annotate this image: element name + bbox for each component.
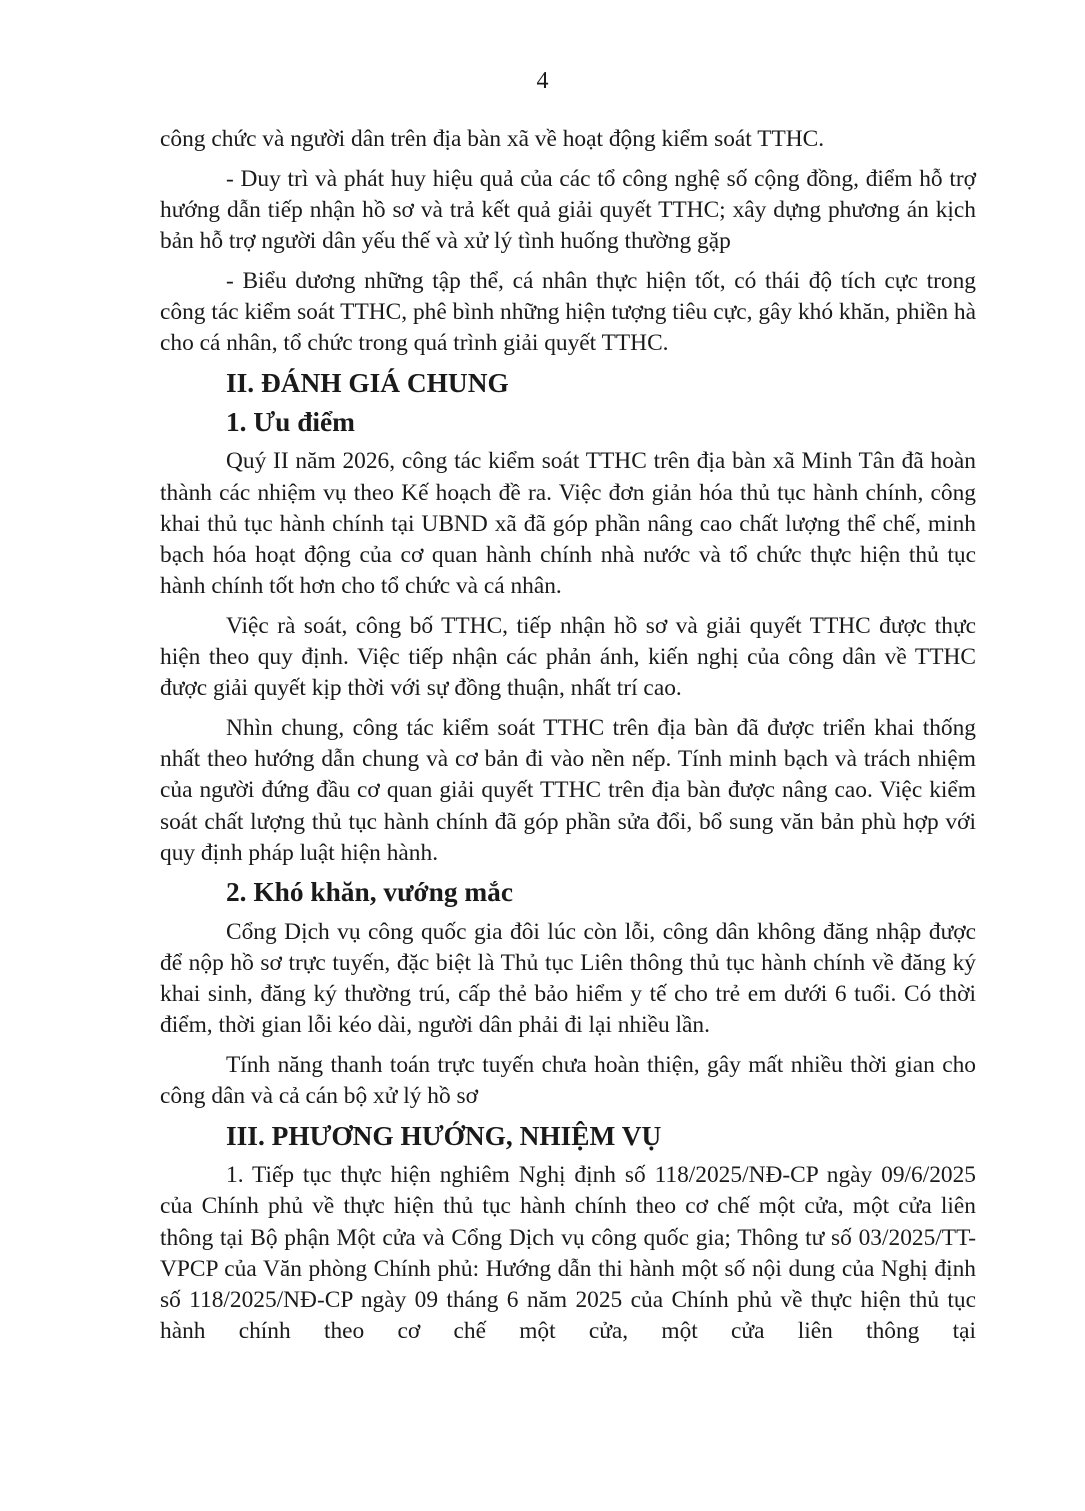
page-number: 4 bbox=[536, 68, 549, 94]
section-heading: III. PHƯƠNG HƯỚNG, NHIỆM VỤ bbox=[226, 1120, 662, 1151]
paragraph: Nhìn chung, công tác kiểm soát TTHC trên địa bàn đã được triển khai thống nhất theo hướng dẫn chung và cơ bản đi vào nền nếp. Tính minh bạch và trách nhiệm của người đứng đầu cơ quan giải quyết TTHC trên địa bàn được nâng cao. Việc kiểm soát chất lượng thủ tục hành chính đã góp phần sửa đổi, bổ sung văn bản phù hợp với quy định pháp luật hiện hành. bbox=[160, 714, 976, 866]
paragraph: Tính năng thanh toán trực tuyến chưa hoàn thiện, gây mất nhiều thời gian cho công dân và cả cán bộ xử lý hồ sơ bbox=[160, 1051, 976, 1110]
section-heading: 1. Ưu điểm bbox=[226, 407, 355, 438]
paragraph: công chức và người dân trên địa bàn xã về hoạt động kiểm soát TTHC. bbox=[160, 126, 825, 152]
paragraph: Quý II năm 2026, công tác kiểm soát TTHC trên địa bàn xã Minh Tân đã hoàn thành các nhiệm vụ theo Kế hoạch đề ra. Việc đơn giản hóa thủ tục hành chính, công khai thủ tục hành chính tại UBND xã đã góp phần nâng cao chất lượng thể chế, minh bạch hóa hoạt động của cơ quan hành chính nhà nước và tổ chức thực hiện thủ tục hành chính tốt hơn cho tổ chức và cá nhân. bbox=[160, 448, 976, 600]
section-heading: 2. Khó khăn, vướng mắc bbox=[226, 877, 513, 908]
document-body bbox=[160, 124, 976, 1356]
section-heading: II. ĐÁNH GIÁ CHUNG bbox=[226, 367, 509, 398]
paragraph: Việc rà soát, công bố TTHC, tiếp nhận hồ sơ và giải quyết TTHC được thực hiện theo quy định. Việc tiếp nhận các phản ánh, kiến nghị của công dân về TTHC được giải quyết kịp thời với sự đồng thuận, nhất trí cao. bbox=[160, 612, 976, 702]
paragraph: - Duy trì và phát huy hiệu quả của các tổ công nghệ số cộng đồng, điểm hỗ trợ hướng dẫn tiếp nhận hồ sơ và trả kết quả giải quyết TTHC; xây dựng phương án kịch bản hỗ trợ người dân yếu thế và xử lý tình huống thường gặp bbox=[160, 165, 976, 255]
paragraph: - Biểu dương những tập thể, cá nhân thực hiện tốt, có thái độ tích cực trong công tác kiểm soát TTHC, phê bình những hiện tượng tiêu cực, gây khó khăn, phiền hà cho cá nhân, tổ chức trong quá trình giải quyết TTHC. bbox=[160, 267, 976, 357]
paragraph: Cổng Dịch vụ công quốc gia đôi lúc còn lỗi, công dân không đăng nhập được để nộp hồ sơ trực tuyến, đặc biệt là Thủ tục Liên thông thủ tục hành chính về đăng ký khai sinh, đăng ký thường trú, cấp thẻ bảo hiểm y tế cho trẻ em dưới 6 tuổi. Có thời điểm, thời gian lỗi kéo dài, người dân phải đi lại nhiều lần. bbox=[160, 918, 976, 1039]
paragraph: 1. Tiếp tục thực hiện nghiêm Nghị định số 118/2025/NĐ-CP ngày 09/6/2025 của Chính phủ về thực hiện thủ tục hành chính theo cơ chế một cửa, một cửa liên thông tại Bộ phận Một cửa và Cổng Dịch vụ công quốc gia; Thông tư số 03/2025/TT-VPCP của Văn phòng Chính phủ: Hướng dẫn thi hành một số nội dung của Nghị định số 118/2025/NĐ-CP ngày 09 tháng 6 năm 2025 của Chính phủ về thực hiện thủ tục hành chính theo cơ chế một cửa, một cửa liên thông tại bbox=[160, 1162, 976, 1345]
